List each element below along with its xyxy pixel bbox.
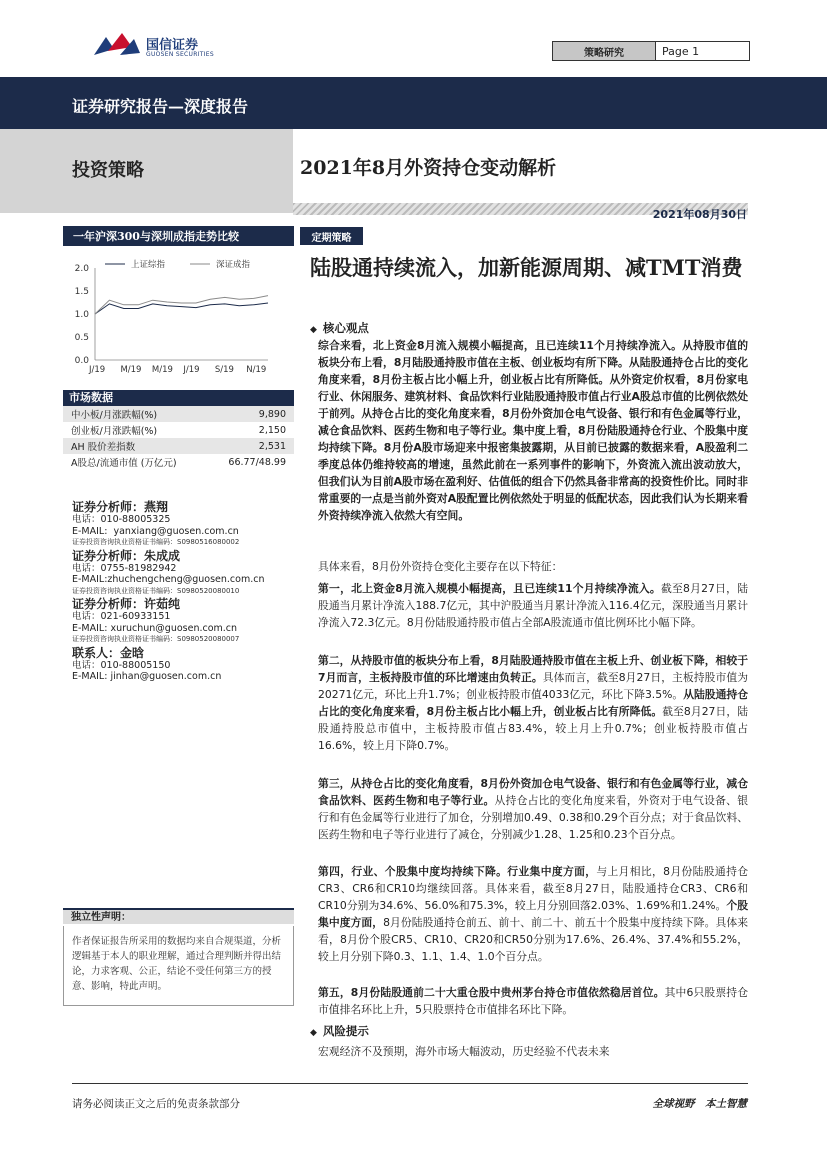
market-data-row (63, 422, 294, 438)
chart-x-tick-label: J/19 (89, 365, 106, 375)
point-2-heading: 第二，从持股市值的板块分布上看，8月陆股通持股市值在主板上升、创业板下降，相较于7月而言，主板持股市值的环比增速由负转正。 (318, 654, 748, 684)
analyst-phone: 电话：0755-81982942 (72, 562, 177, 574)
chart-title: 一年沪深300与深圳成指走势比较 (63, 226, 294, 246)
paragraph-point-5 (318, 984, 748, 1018)
chart-x-tick-label: M/19 (151, 365, 173, 375)
analyst-email: E-MAIL: yanxiang@guosen.com.cn (72, 525, 239, 537)
point-3-heading: 第三，从持仓占比的变化角度看，8月份外资加仓电气设备、银行和有色金属等行业，减仓食品饮料、医药生物和电子等行业。 (318, 777, 748, 807)
point-4-text-b: 8月份陆股通持仓前五、前十、前二十、前五十个股集中度持续下降。具体来看，8月份个股CR5、CR10、CR20和CR50分别为17.6%、26.4%、37.4%和55.2%，较上月分别下降0.3、1.1、1.4、1.0个百分点。 (318, 916, 749, 963)
core-view-heading-text: 核心观点 (322, 321, 369, 335)
index-comparison-chart (63, 250, 294, 380)
footer-slogan: 全球视野 本土智慧 (652, 1098, 747, 1110)
point-1-heading: 第一，北上资金8月流入规模小幅提高，且已连续11个月持续净流入。 (318, 582, 661, 595)
report-subtype-tag: 定期策略 (300, 227, 363, 245)
footer-disclaimer: 请务必阅读正文之后的免责条款部分 (72, 1098, 240, 1110)
chart-series-line (95, 296, 268, 314)
analyst-entry (72, 500, 294, 549)
analyst-cert: 证券投资咨询执业资格证书编码：S0980520080007 (72, 635, 240, 643)
market-data-row (63, 454, 294, 470)
logo-subtext: GUOSEN SECURITIES (146, 51, 215, 58)
chart-y-tick-label: 0.0 (74, 356, 89, 366)
headline: 陆股通持续流入，加新能源周期、减TMT消费 (310, 255, 743, 280)
paragraph-intro (318, 558, 748, 575)
market-data-table (63, 406, 294, 470)
logo-text: 国信证券 (146, 38, 199, 53)
category-band (0, 129, 293, 213)
chart-x-tick-label: M/19 (120, 365, 142, 375)
point-2-text-a: 具体而言，截至8月27日，主板持股市值为20271亿元，环比上升1.7%；创业板持股市值4033亿元，环比下降3.5%。 (318, 671, 749, 701)
analyst-phone: 电话：010-88005325 (72, 514, 171, 525)
chart-legend-label: 上证综指 (131, 260, 166, 270)
analyst-entry (72, 549, 294, 598)
point-4-subheading: 个股集中度方面， (318, 899, 748, 929)
header-tag: 策略研究 (553, 42, 656, 60)
page-title: 2021年8月外资持仓变动解析 (300, 157, 557, 179)
analyst-entry (72, 646, 294, 683)
header-tag-box (552, 41, 750, 61)
point-5-heading: 第五，8月份陆股通前二十大重仓股中贵州茅台持仓市值依然稳居首位。 (318, 986, 665, 999)
risk-heading-text: 风险提示 (322, 1024, 369, 1038)
report-type-band (0, 77, 827, 129)
declaration-heading: 独立性声明： (63, 908, 294, 924)
analyst-list (72, 500, 294, 683)
market-data-label: AH 股价差指数 (71, 442, 136, 453)
chart-x-tick-label: S/19 (214, 365, 234, 375)
chart-series-line (95, 303, 268, 314)
chart-legend-label: 深证成指 (216, 260, 251, 270)
category-label: 投资策略 (72, 160, 144, 181)
market-data-label: A股总/流通市值 (万亿元) (71, 458, 177, 469)
analyst-cert: 证券投资咨询执业资格证书编码：S0980516080002 (72, 538, 240, 546)
footer-divider (72, 1083, 748, 1084)
point-4-heading: 第四，行业、个股集中度均持续下降。行业集中度方面， (318, 865, 597, 878)
chart-x-tick-label: J/19 (183, 365, 200, 375)
analyst-name: 证券分析师：燕翔 (72, 500, 169, 514)
paragraph-summary (318, 337, 748, 524)
point-5-text: 其中6只股票持仓市值排名环比上升，5只股票持仓市值排名环比下降。 (318, 986, 748, 1016)
point-3-text: 从持仓占比的变化角度来看，外资对于电气设备、银行和有色金属等行业进行了加仓，分别增加0.49、0.38和0.29个百分点；对于食品饮料、医药生物和电子等行业进行了减仓，分别减少1.28、1.25和0.23个百分点。 (318, 794, 749, 841)
report-date: 2021年08月30日 (652, 208, 747, 221)
analyst-entry (72, 597, 294, 646)
guosen-logo-icon (92, 31, 142, 59)
page-number: Page 1 (662, 44, 700, 58)
chart-y-tick-label: 2.0 (74, 264, 89, 274)
analyst-email: E-MAIL: xuruchun@guosen.com.cn (72, 622, 238, 634)
market-data-row (63, 438, 294, 454)
paragraph-point-4 (318, 863, 748, 965)
point-2-text-b: 截至8月27日，陆股通持股总市值中，主板持股市值占83.4%，较上月上升0.7%；创业板持股市值占16.6%，较上月下降0.7%。 (318, 705, 749, 752)
paragraph-point-1 (318, 580, 748, 631)
summary-text: 综合来看，北上资金8月流入规模小幅提高，且已连续11个月持续净流入。从持股市值的板块分布上看，8月陆股通持股市值在主板、创业板均有所下降。从陆股通持仓占比的变化角度来看，8月份主板占比小幅上升，创业板占比有所降低。从外资定价权看，8月份家电行业、休闲服务、建筑材料、食品饮料行业陆股通持股市值占行业A股总市值的比例依然处于前列。从持仓占比的变化角度来看，8月份外资加仓电气设备、银行和有色金属等行业，减仓食品饮料、医药生物和电子等行业。集中度上看，8月份陆股通持仓行业、个股集中度均持续下降。8月份A股市场迎来中报密集披露期，从目前已披露的数据来看，A股盈利二季度总体仍维持较高的增速，虽然此前在一系列事件的影响下，外资流入流出波动放大，但我们认为目前A股市场在盈利好、估值低的组合下仍然具备非常高的投资性价比。同时非常重要的一点是当前外资对A股配置比例依然处于明显的低配状态，因此我们认为长期来看外资持续净流入依然大有空间。 (318, 339, 748, 522)
analyst-name: 证券分析师：朱成成 (72, 548, 181, 563)
analyst-cert: 证券投资咨询执业资格证书编码：S0980520080010 (72, 586, 240, 595)
chart-y-tick-label: 0.5 (74, 333, 89, 343)
core-view-heading (310, 320, 369, 336)
market-data-value: 2,531 (258, 440, 286, 452)
market-data-heading: 市场数据 (63, 390, 294, 406)
market-data-label: 创业板/月涨跌幅(%) (71, 426, 158, 437)
declaration-body: 作者保证报告所采用的数据均来自合规渠道，分析逻辑基于本人的职业理解，通过合理判断并得出结论，力求客观、公正，结论不受任何第三方的授意、影响，特此声明。 (63, 926, 294, 1006)
point-1-text: 截至8月27日，陆股通当月累计净流入188.7亿元，其中沪股通当月累计净流入116.4亿元，深股通当月累计净流入72.3亿元。8月份陆股通持股市值占全部A股流通市值比例环比小幅下降。 (318, 582, 748, 629)
market-data-value: 2,150 (258, 424, 286, 436)
chart-y-tick-label: 1.0 (74, 310, 89, 320)
market-data-label: 中小板/月涨跌幅(%) (71, 410, 158, 421)
analyst-phone: 电话：010-88005150 (72, 659, 171, 671)
intro-text: 具体来看，8月份外资持仓变化主要存在以下特征： (318, 560, 563, 573)
paragraph-point-3 (318, 775, 748, 843)
market-data-value: 66.77/48.99 (228, 456, 286, 468)
risk-heading (310, 1023, 369, 1039)
analyst-email: E-MAIL:zhuchengcheng@guosen.com.cn (72, 574, 265, 585)
point-4-text-a: 与上月相比，8月份陆股通持仓CR3、CR6和CR10均继续回落。具体来看，截至8月27日，陆股通持仓CR3、CR6和CR10分别为34.6%、56.0%和75.3%，较上月分别回落2.03%、1.69%和1.24%。 (318, 865, 748, 912)
analyst-name: 联系人：金晗 (72, 645, 145, 660)
market-data-row (63, 406, 294, 422)
analyst-name: 证券分析师：许茹纯 (72, 597, 181, 611)
chart-x-tick-label: N/19 (246, 365, 267, 375)
point-2-subheading: 从陆股通持仓占比的变化角度来看，8月份主板占比小幅上升，创业板占比有所降低。 (318, 688, 749, 718)
paragraph-point-2 (318, 652, 748, 754)
chart-y-tick-label: 1.5 (74, 287, 89, 297)
analyst-email: E-MAIL: jinhan@guosen.com.cn (72, 671, 222, 682)
market-data-value: 9,890 (258, 408, 286, 420)
analyst-phone: 电话：021-60933151 (72, 611, 171, 622)
report-type: 证券研究报告—深度报告 (72, 97, 249, 116)
risk-text: 宏观经济不及预期，海外市场大幅波动，历史经验不代表未来 (318, 1045, 610, 1058)
